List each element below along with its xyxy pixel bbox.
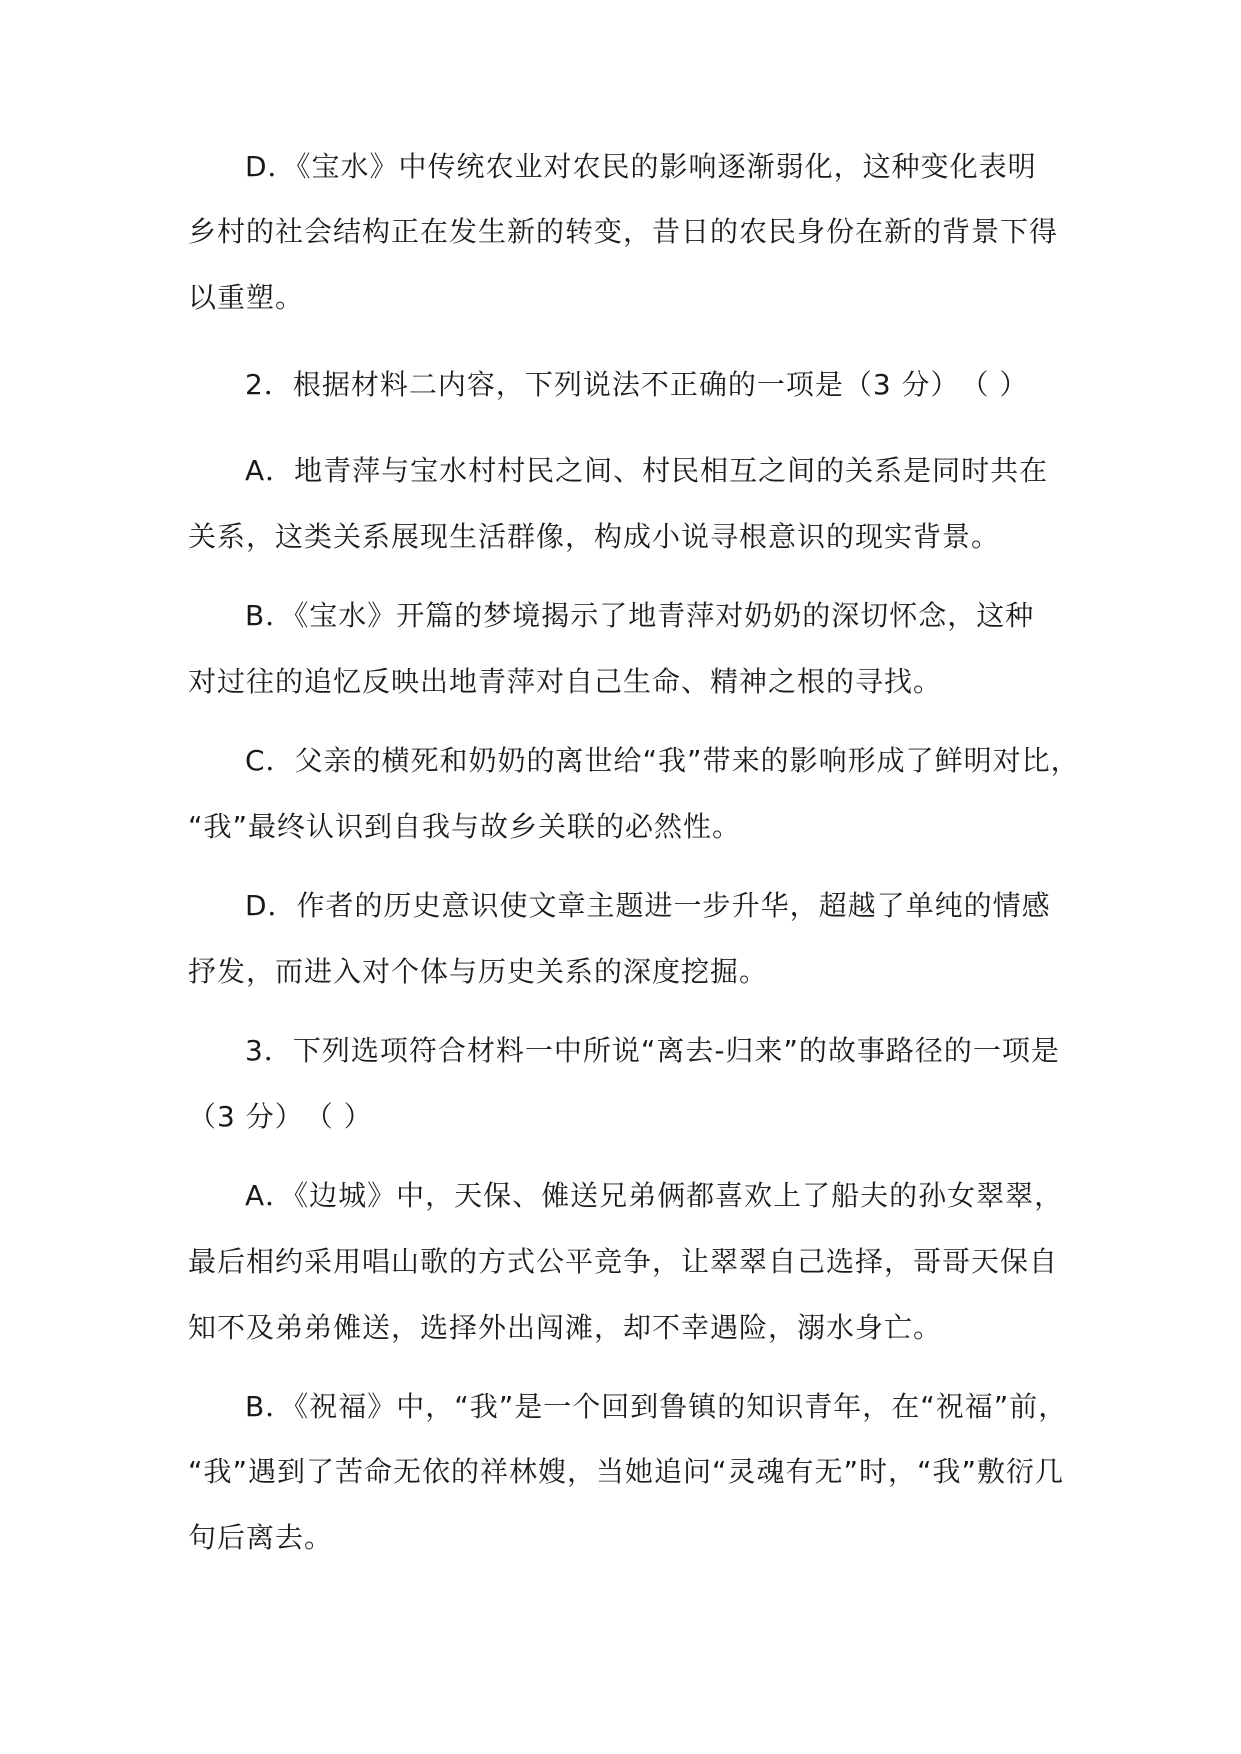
q2-option-a-line-1: A．地青萍与宝水村村民之间、村民相互之间的关系是同时共在 — [245, 454, 1049, 487]
q2-option-c-line-1: C．父亲的横死和奶奶的离世给“我”带来的影响形成了鲜明对比， — [245, 744, 1080, 777]
q2-option-b-line-1: B．《宝水》开篇的梦境揭示了地青萍对奶奶的深切怀念，这种 — [245, 599, 1035, 632]
q2-option-d-line-1: D．作者的历史意识使文章主题进一步升华，超越了单纯的情感 — [245, 889, 1051, 922]
option-d-line-2: 乡村的社会结构正在发生新的转变，昔日的农民身份在新的背景下得 — [188, 215, 1059, 248]
question-3-stem-line-2: （3 分） （ ） — [188, 1100, 373, 1133]
q3-option-a-line-1: A．《边城》中，天保、傩送兄弟俩都喜欢上了船夫的孙女翠翠， — [245, 1179, 1064, 1212]
q3-option-b-line-3: 句后离去。 — [188, 1521, 334, 1554]
question-2-stem: 2．根据材料二内容，下列说法不正确的一项是（3 分） （ ） — [245, 368, 1029, 401]
q2-option-a-line-2: 关系，这类关系展现生活群像，构成小说寻根意识的现实背景。 — [188, 520, 1001, 553]
q3-option-a-line-2: 最后相约采用唱山歌的方式公平竞争，让翠翠自己选择，哥哥天保自 — [188, 1245, 1059, 1278]
q3-option-b-line-2: “我”遇到了苦命无依的祥林嫂，当她追问“灵魂有无”时，“我”敷衍几 — [188, 1455, 1065, 1488]
q3-option-a-line-3: 知不及弟弟傩送，选择外出闯滩，却不幸遇险，溺水身亡。 — [188, 1311, 943, 1344]
q2-option-d-line-2: 抒发，而进入对个体与历史关系的深度挖掘。 — [188, 955, 769, 988]
q3-option-b-line-1: B．《祝福》中，“我”是一个回到鲁镇的知识青年，在“祝福”前， — [245, 1390, 1068, 1423]
option-d-line-1: D．《宝水》中传统农业对农民的影响逐渐弱化，这种变化表明 — [245, 150, 1037, 183]
q2-option-c-line-2: “我”最终认识到自我与故乡关联的必然性。 — [188, 810, 742, 843]
q2-option-b-line-2: 对过往的追忆反映出地青萍对自己生命、精神之根的寻找。 — [188, 665, 943, 698]
option-d-line-3: 以重塑。 — [188, 281, 305, 314]
question-3-stem-line-1: 3．下列选项符合材料一中所说“离去-归来”的故事路径的一项是 — [245, 1034, 1060, 1067]
